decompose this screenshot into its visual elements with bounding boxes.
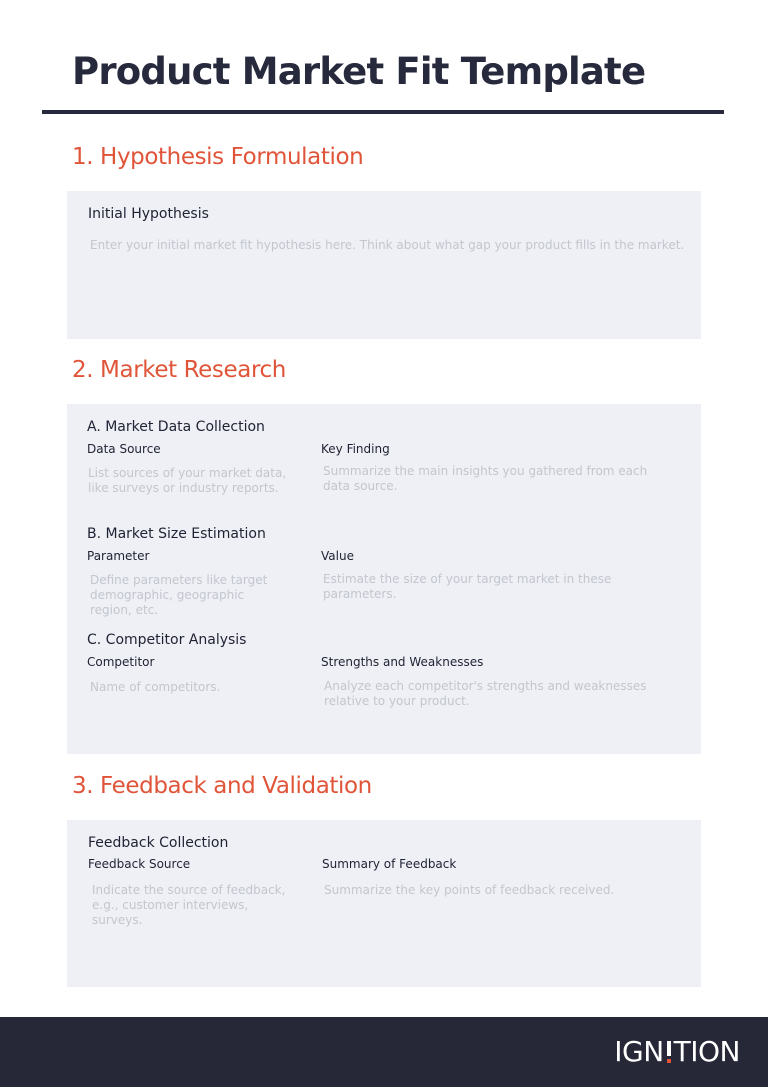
feedback-source-label: Feedback Source — [88, 857, 191, 871]
feedback-source-field[interactable]: Indicate the source of feedback, e.g., customer interviews, surveys. — [92, 883, 286, 927]
page-title: Product Market Fit Template — [72, 50, 646, 93]
title-divider — [42, 110, 724, 114]
section-heading-hypothesis: 1. Hypothesis Formulation — [72, 144, 364, 170]
market-research-panel — [67, 404, 701, 754]
initial-hypothesis-field[interactable]: Enter your initial market fit hypothesis here. Think about what gap your product fills in the market. — [90, 238, 685, 252]
logo-text-right: TION — [673, 1035, 740, 1068]
summary-of-feedback-field[interactable]: Summarize the key points of feedback received. — [324, 883, 615, 897]
section-heading-market-research: 2. Market Research — [72, 357, 286, 383]
data-source-field[interactable]: List sources of your market data, like surveys or industry reports. — [88, 466, 287, 495]
parameter-label: Parameter — [87, 549, 150, 563]
strengths-weaknesses-label: Strengths and Weaknesses — [321, 655, 484, 669]
initial-hypothesis-heading: Initial Hypothesis — [88, 206, 209, 222]
feedback-collection-heading: Feedback Collection — [88, 835, 229, 851]
competitor-label: Competitor — [87, 655, 155, 669]
key-finding-field[interactable]: Summarize the main insights you gathered from each data source. — [323, 464, 648, 493]
competitor-analysis-heading: C. Competitor Analysis — [87, 632, 247, 648]
logo-exclamation-icon — [664, 1036, 674, 1068]
key-finding-label: Key Finding — [321, 442, 390, 456]
logo-text-left: IGN — [614, 1035, 664, 1068]
hypothesis-panel — [67, 191, 701, 339]
value-label: Value — [321, 549, 354, 563]
parameter-field[interactable]: Define parameters like target demographic, geographic region, etc. — [90, 573, 268, 617]
section-heading-feedback: 3. Feedback and Validation — [72, 773, 372, 799]
market-data-collection-heading: A. Market Data Collection — [87, 419, 265, 435]
data-source-label: Data Source — [87, 442, 161, 456]
strengths-weaknesses-field[interactable]: Analyze each competitor's strengths and weaknesses relative to your product. — [324, 679, 647, 708]
feedback-panel — [67, 820, 701, 987]
ignition-logo — [614, 1036, 740, 1068]
competitor-field[interactable]: Name of competitors. — [90, 680, 221, 694]
summary-of-feedback-label: Summary of Feedback — [322, 857, 457, 871]
footer-bar — [0, 1017, 768, 1087]
market-size-estimation-heading: B. Market Size Estimation — [87, 526, 266, 542]
value-field[interactable]: Estimate the size of your target market in these parameters. — [323, 572, 612, 601]
